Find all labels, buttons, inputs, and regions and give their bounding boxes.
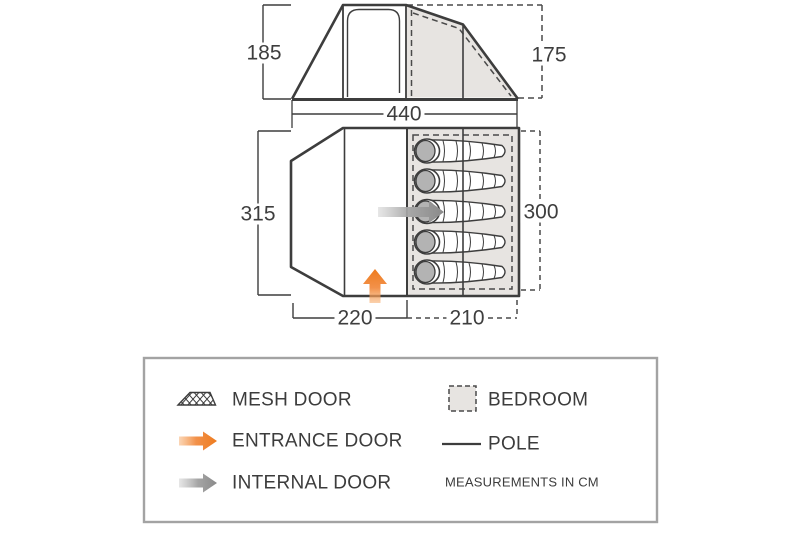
- dimension-label-440: 440: [383, 104, 424, 125]
- bedroom-swatch-icon: [449, 386, 476, 411]
- side-bedroom-fill: [407, 6, 517, 98]
- legend-measurements-note: MEASUREMENTS IN CM: [445, 474, 599, 490]
- legend-internal-door-label: INTERNAL DOOR: [232, 472, 392, 494]
- entrance-door-arrow: [363, 269, 387, 303]
- dimension-label-210: 210: [446, 308, 487, 329]
- floor-plan-view: [258, 128, 540, 318]
- legend-mesh-door-label: MESH DOOR: [232, 389, 352, 411]
- dimension-label-220: 220: [334, 308, 375, 329]
- dimension-label-175: 175: [528, 45, 569, 66]
- legend-pole-label: POLE: [488, 433, 540, 455]
- side-door-outline: [348, 10, 400, 98]
- dimension-label-185: 185: [243, 43, 284, 64]
- dimension-label-300: 300: [520, 202, 561, 223]
- legend-bedroom-label: BEDROOM: [488, 389, 589, 411]
- legend-entrance-door-label: ENTRANCE DOOR: [232, 430, 403, 452]
- dimension-label-315: 315: [237, 204, 278, 225]
